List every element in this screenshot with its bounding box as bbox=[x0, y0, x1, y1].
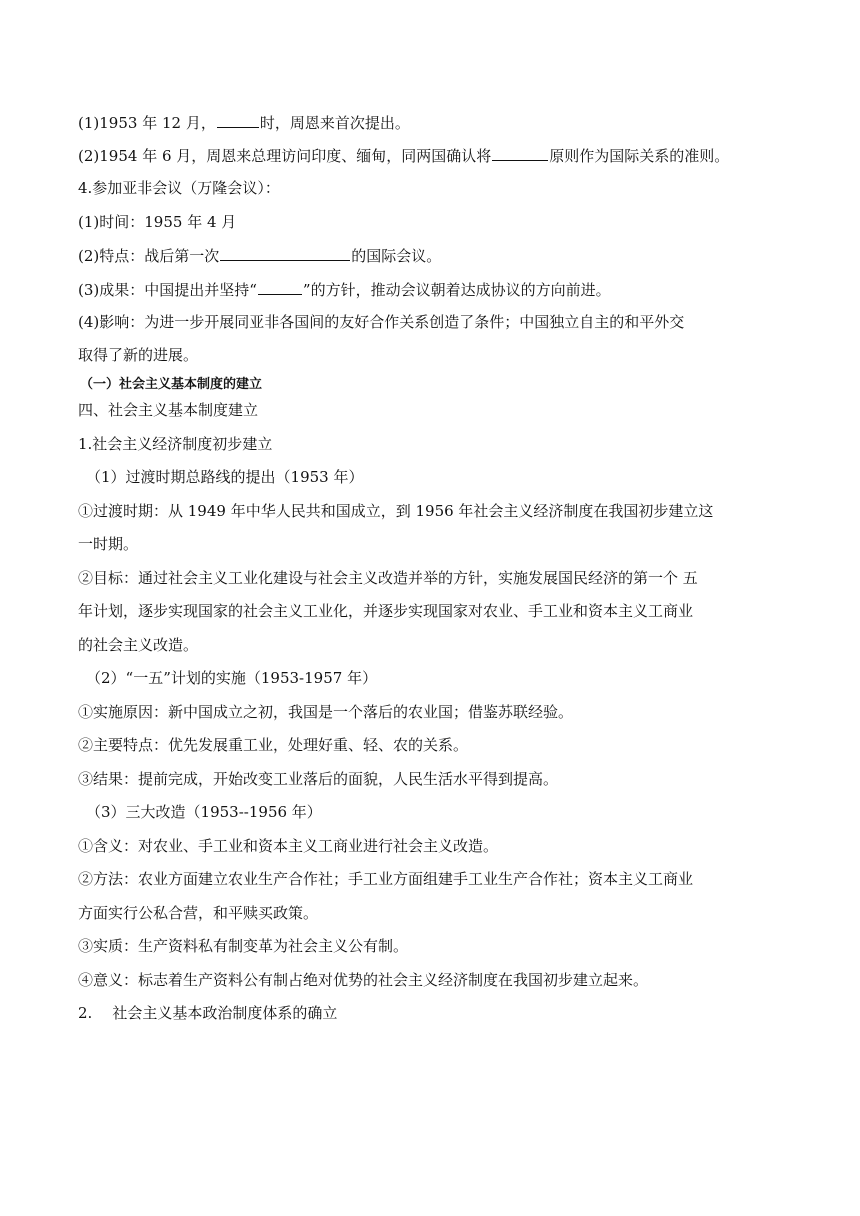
text-line-25: 方面实行公私合营，和平赎买政策。 bbox=[78, 904, 319, 922]
text-line-11: 1.社会主义经济制度初步建立 bbox=[78, 435, 273, 453]
text-line-15: ②目标：通过社会主义工业化建设与社会主义改造并举的方针，实施发展国民经济的第一个 五 bbox=[78, 569, 698, 587]
section-subheading: （一）社会主义基本制度的建立 bbox=[80, 377, 263, 392]
text-line-24: ②方法：农业方面建立农业生产合作社；手工业方面组建手工业生产合作社；资本主义工商业 bbox=[78, 870, 694, 888]
line-6-pre: (3)成果：中国提出并坚持“ bbox=[78, 281, 257, 299]
text-line-3: 4.参加亚非会议（万隆会议）： bbox=[78, 179, 280, 197]
text-line-19: ①实施原因：新中国成立之初，我国是一个落后的农业国；借鉴苏联经验。 bbox=[78, 703, 574, 721]
text-line-13: ①过渡时期：从 1949 年中华人民共和国成立，到 1956 年社会主义经济制度在我国初步建立这 bbox=[78, 502, 714, 520]
line-28-number: 2. bbox=[78, 1004, 93, 1022]
line-2-post: 原则作为国际关系的准则。 bbox=[549, 147, 730, 165]
line-28-text: 社会主义基本政治制度体系的确立 bbox=[112, 1004, 338, 1022]
line-5-pre: (2)特点：战后第一次 bbox=[78, 247, 220, 265]
text-line-17: 的社会主义改造。 bbox=[78, 636, 199, 654]
line-6-post: ”的方针，推动会议朝着达成协议的方向前进。 bbox=[302, 281, 611, 299]
fill-blank-2 bbox=[492, 145, 548, 161]
text-line-2 bbox=[78, 145, 729, 166]
text-line-16: 年计划，逐步实现国家的社会主义工业化，并逐步实现国家对农业、手工业和资本主义工商业 bbox=[78, 602, 694, 620]
text-line-12: （1）过渡时期总路线的提出（1953 年） bbox=[86, 468, 364, 486]
line-5-post: 的国际会议。 bbox=[351, 247, 442, 265]
text-line-26: ③实质：生产资料私有制变革为社会主义公有制。 bbox=[78, 937, 409, 955]
text-line-7: (4)影响：为进一步开展同亚非各国间的友好合作关系创造了条件；中国独立自主的和平外交 bbox=[78, 313, 685, 331]
text-line-4: (1)时间：1955 年 4 月 bbox=[78, 213, 237, 231]
text-line-21: ③结果：提前完成，开始改变工业落后的面貌，人民生活水平得到提高。 bbox=[78, 770, 559, 788]
text-line-1 bbox=[78, 112, 410, 133]
text-line-8: 取得了新的进展。 bbox=[78, 346, 199, 364]
fill-blank-1 bbox=[217, 112, 259, 128]
text-line-22: （3）三大改造（1953--1956 年） bbox=[86, 803, 322, 821]
text-line-23: ①含义：对农业、手工业和资本主义工商业进行社会主义改造。 bbox=[78, 837, 499, 855]
line-1-pre: (1)1953 年 12 月， bbox=[78, 114, 216, 132]
text-line-27: ④意义：标志着生产资料公有制占绝对优势的社会主义经济制度在我国初步建立起来。 bbox=[78, 971, 649, 989]
section-heading: 四、社会主义基本制度建立 bbox=[78, 401, 259, 419]
line-2-pre: (2)1954 年 6 月，周恩来总理访问印度、缅甸，同两国确认将 bbox=[78, 147, 492, 165]
text-line-18: （2）“一五”计划的实施（1953-1957 年） bbox=[86, 669, 378, 687]
text-line-14: 一时期。 bbox=[78, 535, 139, 553]
text-line-28 bbox=[78, 1003, 337, 1023]
fill-blank-3 bbox=[220, 245, 350, 261]
line-1-post: 时，周恩来首次提出。 bbox=[259, 114, 410, 132]
text-line-6 bbox=[78, 279, 611, 300]
text-line-20: ②主要特点：优先发展重工业，处理好重、轻、农的关系。 bbox=[78, 736, 469, 754]
fill-blank-4 bbox=[258, 279, 302, 295]
text-line-5 bbox=[78, 245, 441, 266]
